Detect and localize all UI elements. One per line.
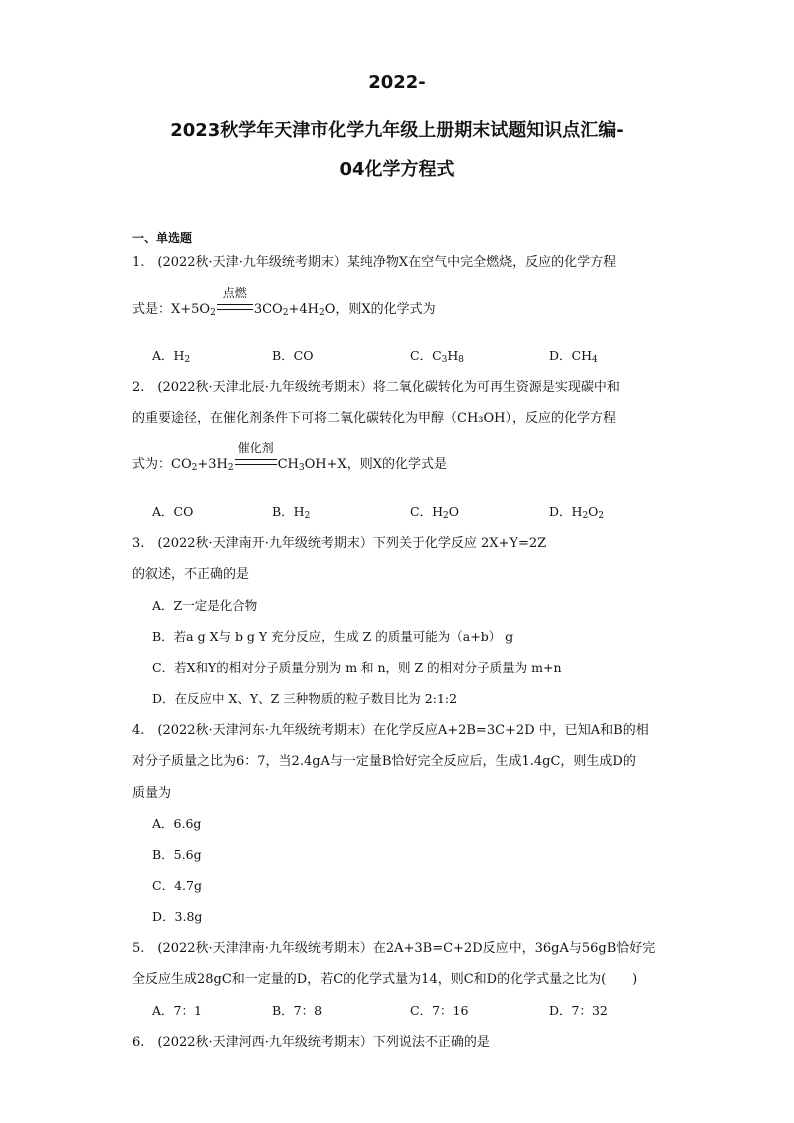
q5-option-a[interactable]: A．7：1 [152,1003,202,1018]
q1-eq-after2: +4H [288,302,319,317]
q4-stem-line-3: 质量为 [132,786,172,801]
q2-option-d[interactable]: D．$H_2O_2$ [549,504,605,521]
q2-option-c[interactable]: C．$H_2O$ [410,504,459,521]
title-line-1: 2022- [368,72,426,93]
title-line-2: 2023秋学年天津市化学九年级上册期末试题知识点汇编- [170,120,624,141]
q1-option-a[interactable]: A．$H_2$ [152,348,191,365]
q3-option-c[interactable]: C．若X和Y的相对分子质量分别为 m 和 n，则 Z 的相对分子质量为 m+n [152,660,562,675]
q3-option-a[interactable]: A．Z一定是化合物 [152,598,258,613]
q2-option-a[interactable]: A．CO [152,504,194,519]
q1-option-d[interactable]: D．$CH_4$ [549,348,598,365]
q4-stem-line-1: 4. (2022秋·天津河东·九年级统考期末）在化学反应A+2B=3C+2D 中，已知A和B的相 [132,723,649,738]
q2-eq-mid: +3H [197,457,228,472]
q5-stem-line-2: 全反应生成28gC和一定量的D，若C的化学式量为14，则C和D的化学式量之比为( ) [132,972,638,987]
q1-option-c[interactable]: C．$C_3H_8$ [410,348,465,365]
q4-option-c[interactable]: C．4.7g [152,878,202,893]
q2-stem-line-1: 2. (2022秋·天津北辰·九年级统考期末）将二氧化碳转化为可再生资源是实现碳中和 [132,380,620,395]
section-heading: 一、单选题 [132,231,193,245]
q4-option-a[interactable]: A．6.6g [152,816,202,831]
q5-option-d[interactable]: D．7：32 [549,1003,608,1018]
q3-option-d[interactable]: D．在反应中 X、Y、Z 三种物质的粒子数目比为 2:1:2 [152,691,458,706]
q2-stem-line-2: 的重要途径，在催化剂条件下可将二氧化碳转化为甲醇（CH₃OH），反应的化学方程 [132,411,616,426]
q3-option-b[interactable]: B．若a g X与 b g Y 充分反应，生成 Z 的质量可能为（a+b） g [152,629,514,644]
q3-stem-line-1: 3. (2022秋·天津南开·九年级统考期末）下列关于化学反应 2X+Y=2Z [132,536,547,551]
reaction-arrow [217,286,253,313]
q5-option-c[interactable]: C．7：16 [410,1003,469,1018]
q5-stem-line-1: 5. (2022秋·天津津南·九年级统考期末）在2A+3B=C+2D反应中，36gA与56gB恰好完 [132,941,656,956]
q1-condition: 点燃 [222,286,247,300]
q4-option-b[interactable]: B．5.6g [152,847,202,862]
q1-eq-after: 3CO [253,302,283,317]
q1-eq-prefix: 式是：X+5O [132,302,211,317]
q4-stem-line-2: 对分子质量之比为6：7，当2.4gA与一定量B恰好完全反应后，生成1.4gC，则生成D的 [132,754,636,769]
q3-stem-line-2: 的叙述，不正确的是 [132,567,250,582]
q2-option-b[interactable]: B．$H_2$ [272,504,311,521]
q6-stem-line-1: 6. (2022秋·天津河西·九年级统考期末）下列说法不正确的是 [132,1035,490,1050]
q2-condition: 催化剂 [237,441,274,455]
title-line-3: 04化学方程式 [339,159,455,180]
q2-eq-prefix: 式为：CO [132,457,192,472]
q2-eq-after2: OH+X，则X的化学式是 [304,457,448,472]
q1-stem-line-1: 1. (2022秋·天津·九年级统考期末）某纯净物X在空气中完全燃烧，反应的化学方程 [132,255,617,270]
q2-equation-line: 式为：$CO_2+3H_2$ 催化剂 $CH_3OH+X$，则X的化学式是 [132,441,448,473]
q5-option-b[interactable]: B．7：8 [272,1003,323,1018]
q2-eq-after: CH [277,457,299,472]
q1-eq-after3: O，则X的化学式为 [324,302,436,317]
reaction-arrow [235,441,277,468]
q1-equation-line: 式是：$X+5O_2$ 点燃 $3CO_2+4H_2O$，则X的化学式为 [132,286,436,318]
q4-option-d[interactable]: D．3.8g [152,909,203,924]
q1-option-b[interactable]: B．CO [272,348,314,363]
